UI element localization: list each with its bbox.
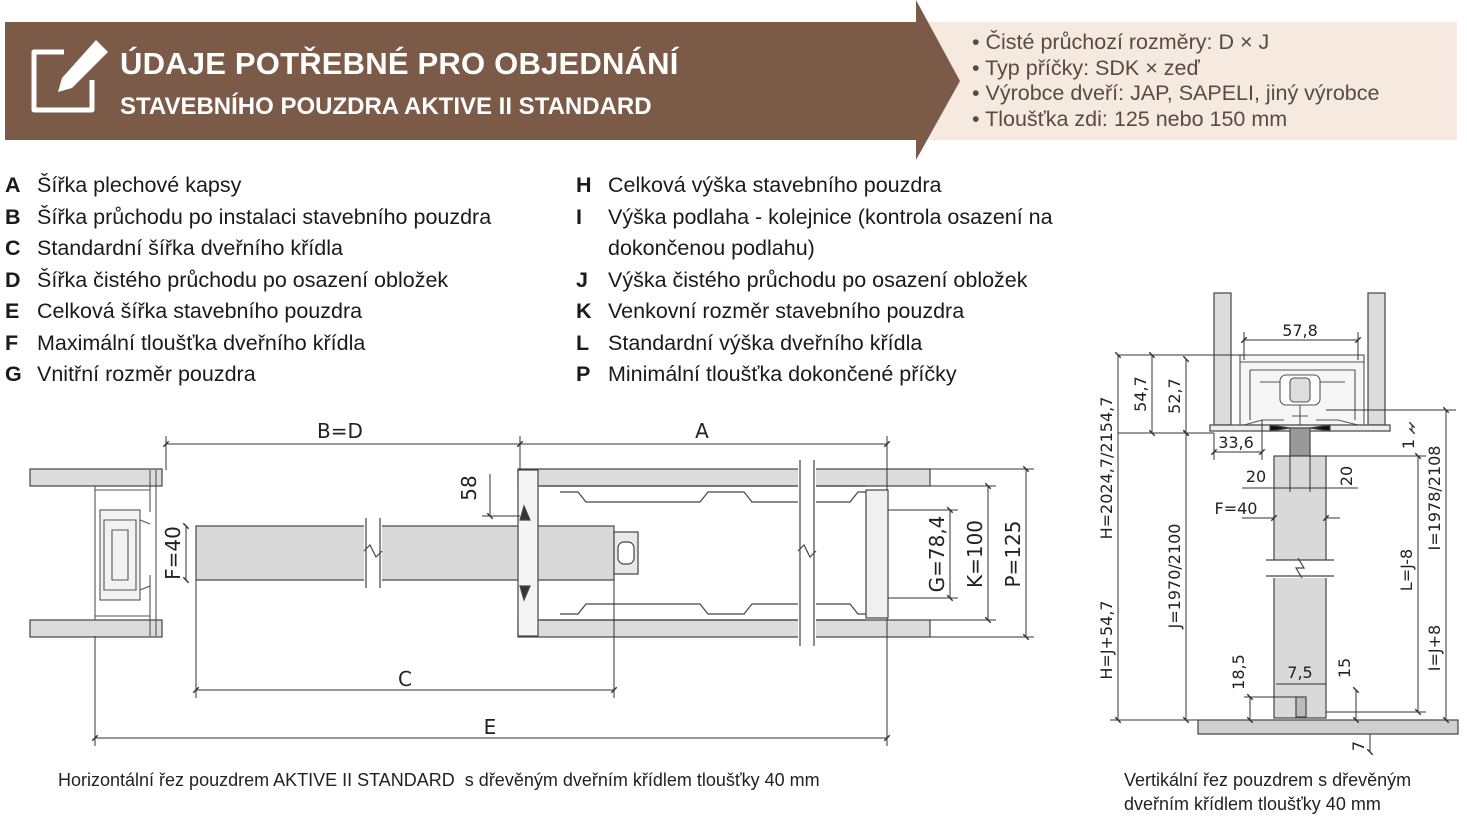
head-rail-profile — [1240, 355, 1364, 430]
dim-label-15: 15 — [1335, 657, 1354, 679]
page-title: ÚDAJE POTŘEBNÉ PRO OBJEDNÁNÍ — [120, 46, 679, 81]
requirement-item: • Typ příčky: SDK × zeď — [972, 55, 1200, 80]
dim-label-58: 58 — [457, 475, 481, 501]
requirement-item: • Tloušťka zdi: 125 nebo 150 mm — [972, 106, 1288, 131]
floor-slab — [1198, 720, 1458, 734]
vertical-section-caption: Vertikální řez pouzdrem s dřevěným dveřním křídlem tloušťky 40 mm — [1124, 770, 1412, 814]
legend-key: C — [5, 236, 21, 260]
legend-text: Šířka průchodu po instalaci stavebního pouzdra — [37, 204, 492, 229]
legend-key: D — [5, 267, 21, 292]
wall-panel-right — [1368, 293, 1385, 425]
legend-key: E — [5, 299, 20, 323]
legend-key: A — [5, 173, 21, 197]
legend-key: L — [576, 330, 590, 355]
dim-label-c: C — [398, 667, 412, 691]
legend-key: P — [576, 362, 591, 386]
legend-text: Standardní výška dveřního křídla — [608, 330, 923, 355]
dim-label-ij: I=J+8 — [1425, 624, 1444, 672]
legend-text: Výška podlaha - kolejnice (kontrola osazení na dokončenou podlahu) — [608, 204, 1053, 260]
dim-label-i-1978: I=1978/2108 — [1425, 445, 1444, 551]
wall-panel-top-right — [518, 469, 930, 486]
dim-label-f40: F=40 — [1214, 499, 1258, 518]
legend-text: Výška čistého průchodu po osazení obložek — [608, 267, 1028, 292]
dim-label-p: P=125 — [1001, 520, 1025, 588]
horizontal-section-caption: Horizontální řez pouzdrem AKTIVE II STANDARD s dřevěným dveřním křídlem tloušťky 40 mm — [58, 770, 820, 790]
dim-label-g: G=78,4 — [925, 515, 949, 593]
dim-label-f: F=40 — [161, 526, 185, 580]
legend-text: Šířka čistého průchodu po osazení obložek — [37, 267, 449, 292]
dim-label-1: 1 — [1399, 438, 1418, 450]
dim-label-a: A — [695, 419, 709, 443]
page-subtitle: STAVEBNÍHO POUZDRA AKTIVE II STANDARD — [120, 93, 652, 120]
dim-label-18-5: 18,5 — [1229, 654, 1248, 690]
legend-text: Vnitřní rozměr pouzdra — [37, 362, 256, 386]
legend-text: Maximální tloušťka dveřního křídla — [37, 330, 366, 355]
floor-guide — [1296, 697, 1306, 717]
dim-label-l: L=J-8 — [1397, 548, 1416, 592]
wall-panel-left — [1214, 293, 1231, 425]
legend-key: G — [5, 362, 22, 386]
dim-label-h-total: H=2024,7/2154,7 — [1097, 396, 1116, 540]
legend-text: Standardní šířka dveřního křídla — [37, 236, 343, 260]
dim-label-bd: B=D — [317, 419, 363, 443]
dim-label-33-6: 33,6 — [1218, 433, 1254, 452]
legend-text: Celková výška stavebního pouzdra — [608, 173, 942, 197]
legend-key: I — [576, 204, 582, 229]
dim-label-hj: H=J+54,7 — [1097, 600, 1116, 680]
requirement-item: • Výrobce dveří: JAP, SAPELI, jiný výrobce — [972, 81, 1380, 105]
legend-key: J — [576, 267, 588, 292]
wall-panel-bottom-right — [518, 620, 930, 637]
requirement-item: • Čisté průchozí rozměry: D × J — [972, 30, 1270, 54]
legend-text: Šířka plechové kapsy — [37, 173, 242, 197]
dim-label-52-7: 52,7 — [1165, 378, 1184, 414]
dim-label-e: E — [483, 715, 497, 739]
dim-label-57-8: 57,8 — [1282, 321, 1318, 340]
legend-text: Celková šířka stavebního pouzdra — [37, 299, 363, 323]
legend-key: B — [5, 204, 21, 229]
dim-label-7-5: 7,5 — [1287, 663, 1313, 682]
wall-panel-bottom-left — [30, 620, 162, 637]
pocket-end-cap — [866, 490, 888, 618]
dim-label-j: J=1970/2100 — [1165, 523, 1184, 629]
left-jamb-profile — [95, 470, 156, 636]
dim-label-20-right: 20 — [1337, 465, 1356, 487]
door-handle — [618, 542, 634, 564]
legend-text: Venkovní rozměr stavebního pouzdra — [608, 299, 965, 323]
legend-text: Minimální tloušťka dokončené příčky — [608, 362, 957, 386]
legend-key: K — [576, 299, 592, 323]
wall-panel-top-left — [30, 469, 162, 486]
legend-key: H — [576, 173, 592, 197]
legend-key: F — [5, 330, 19, 355]
dim-label-54-7: 54,7 — [1131, 376, 1150, 412]
dim-label-k: K=100 — [963, 519, 987, 589]
hanger — [1290, 428, 1310, 456]
dim-label-20-left: 20 — [1245, 467, 1267, 486]
door-leaf — [196, 526, 614, 580]
dim-label-7: 7 — [1349, 740, 1368, 752]
